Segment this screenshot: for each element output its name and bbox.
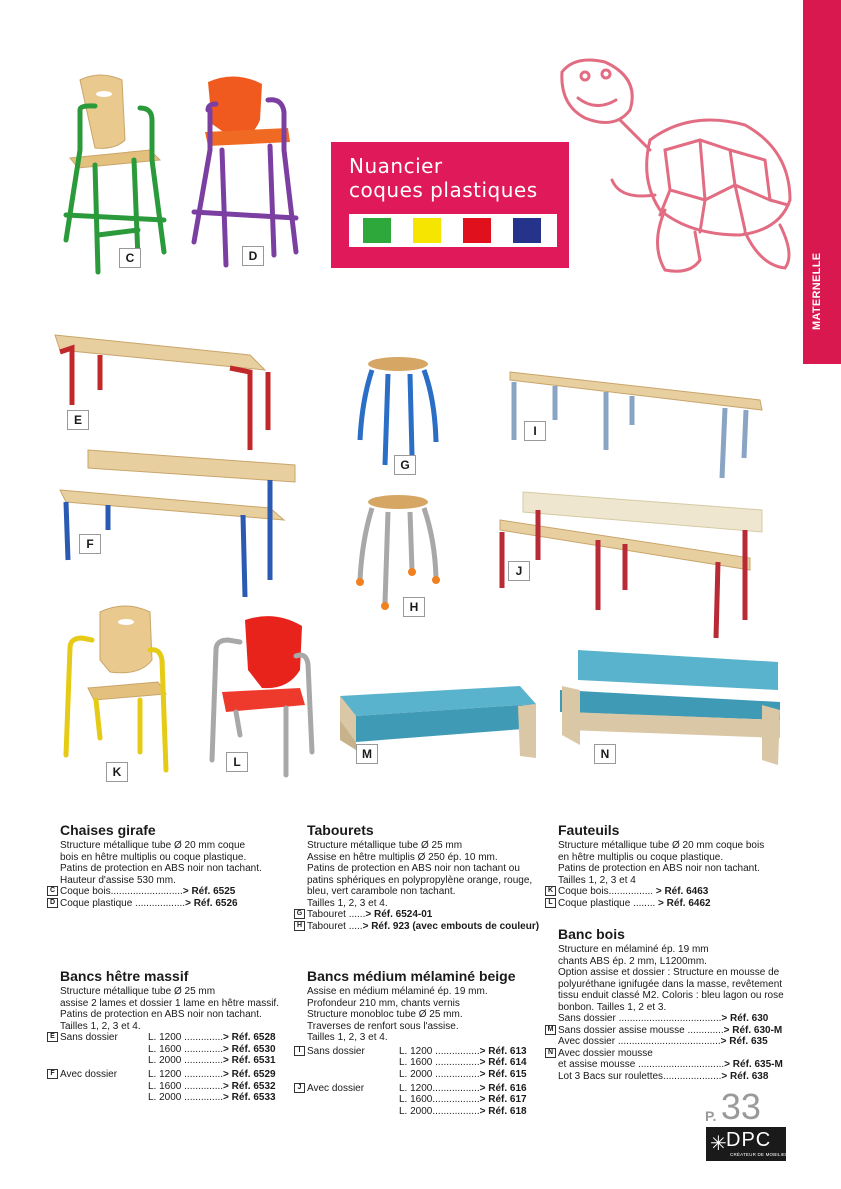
- ref-row: [547, 1047, 798, 1060]
- ref-code: > Réf. 6526: [185, 897, 238, 909]
- label-m: M: [356, 744, 378, 764]
- desc-line: Option assise et dossier : Structure en mousse de: [558, 967, 780, 978]
- ref-text: Avec dossier .....................................: [558, 1036, 721, 1047]
- brand-tagline: CRÉATEUR DE MOBILIER: [730, 1152, 789, 1157]
- label-d: D: [242, 246, 264, 266]
- desc-line: Hauteur d'assise 530 mm.: [60, 874, 176, 886]
- ref-group-label: Sans dossier: [307, 1045, 365, 1057]
- desc-line: Profondeur 210 mm, chants vernis: [307, 997, 460, 1009]
- page-prefix: P.: [705, 1108, 717, 1124]
- ref-text: Coque bois..........................: [60, 886, 183, 897]
- chaises-girafe-title: Chaises girafe: [60, 822, 156, 838]
- label-h: H: [403, 597, 425, 617]
- ref-text: Coque plastique ........: [558, 897, 656, 909]
- ref-text: Sans dossier .....................................: [558, 1013, 722, 1024]
- fauteuils-title: Fauteuils: [558, 822, 620, 838]
- desc-line: bois en hêtre multiplis ou coque plastique.: [60, 851, 247, 863]
- ref-code: > Réf. 635: [720, 1036, 768, 1047]
- desc-line: bleu, vert carambole non tachant.: [307, 886, 456, 897]
- section-tab-label: MATERNELLE: [811, 252, 823, 330]
- ref-code: > Réf. 638: [721, 1070, 769, 1082]
- desc-line: assise 2 lames et dossier 1 lame en hêtre massif.: [60, 997, 279, 1009]
- ref-text: et assise mousse ...............................: [558, 1059, 725, 1070]
- ref-row: [547, 1024, 798, 1037]
- ref-row: [49, 897, 290, 910]
- ref-line: L. 1200 ................> Réf. 613: [399, 1045, 527, 1057]
- ref-code: > Réf. 630-M: [723, 1024, 783, 1036]
- color-chart-title-line1: Nuancier: [349, 154, 443, 178]
- desc-line: bonbon. Tailles 1, 2 et 3.: [558, 1001, 667, 1013]
- label-k: K: [106, 762, 128, 782]
- ref-row: [296, 920, 547, 933]
- swatch-blue: [513, 218, 541, 243]
- label-j: J: [508, 561, 530, 581]
- tabourets-block: [296, 822, 547, 932]
- swatch-green: [363, 218, 391, 243]
- label-i: I: [524, 421, 546, 441]
- ref-group-label: Avec dossier: [307, 1082, 365, 1094]
- ref-line: L. 2000 ..............> Réf. 6533: [148, 1092, 276, 1103]
- chaises-girafe-block: [49, 822, 290, 909]
- banc-bois-title: Banc bois: [558, 926, 625, 942]
- bancs-medium-block: [297, 968, 547, 1118]
- swatch-yellow: [413, 218, 441, 243]
- ref-text: Coque plastique ..................: [60, 897, 186, 909]
- ref-row: [558, 1059, 798, 1071]
- desc-line: Tailles 1, 2, 3 et 4.: [307, 1032, 388, 1043]
- ref-key: L: [545, 898, 556, 908]
- ref-key: K: [545, 886, 556, 896]
- ref-code: > Réf. 923 (avec embouts de couleur): [362, 920, 540, 932]
- desc-line: Patins de protection en ABS noir non tachant.: [60, 863, 262, 874]
- turtle-illustration: [562, 60, 790, 271]
- desc-line: Assise en hêtre multiplis Ø 250 ép. 10 mm.: [307, 851, 498, 863]
- desc-line: Patins de protection en ABS noir non tachant.: [60, 1009, 262, 1020]
- desc-line: Tailles 1, 2, 3 et 4.: [307, 897, 388, 909]
- bench-f-illustration: [60, 450, 295, 597]
- desc-line: Tailles 1, 2, 3 et 4.: [60, 1020, 141, 1032]
- ref-code: > Réf. 635-M: [724, 1059, 783, 1070]
- ref-row: [49, 886, 290, 898]
- ref-code: > Réf. 630: [721, 1013, 769, 1024]
- color-chart-title-line2: coques plastiques: [349, 178, 538, 202]
- ref-key: M: [545, 1025, 556, 1035]
- ref-key: N: [545, 1048, 556, 1058]
- label-f: F: [79, 534, 101, 554]
- desc-line: patins sphériques en polypropylène orange, rouge,: [307, 874, 533, 886]
- ref-key: G: [294, 909, 305, 919]
- ref-group-label: Sans dossier: [60, 1032, 118, 1043]
- ref-text: Tabouret .....: [307, 920, 363, 932]
- ref-row: [548, 897, 798, 910]
- ref-key: H: [294, 921, 305, 931]
- ref-code: > Réf. 6525: [182, 886, 236, 897]
- ref-text: Avec dossier mousse: [558, 1047, 653, 1059]
- ref-key: I: [294, 1046, 305, 1056]
- ref-line: L. 2000 ................> Réf. 615: [399, 1068, 527, 1080]
- bench-e-illustration: [55, 335, 268, 450]
- ref-line: L. 1200 ..............> Réf. 6529: [148, 1069, 276, 1080]
- ref-line: L. 1600 ..............> Réf. 6532: [148, 1080, 276, 1092]
- page-number-value: 33: [720, 1086, 761, 1127]
- ref-key: F: [47, 1069, 58, 1079]
- chair-d-illustration: [194, 76, 296, 265]
- desc-line: Patins de protection en ABS noir non tachant.: [558, 863, 760, 874]
- ref-row: [296, 909, 547, 921]
- ref-row: [558, 1071, 798, 1083]
- label-e: E: [67, 410, 89, 430]
- stool-g-illustration: [360, 357, 436, 465]
- ref-line: L. 1200.................> Réf. 616: [399, 1082, 527, 1094]
- brand-logo: [706, 1127, 789, 1161]
- ref-text: Coque bois................: [558, 886, 654, 897]
- bench-i-illustration: [510, 372, 762, 478]
- ref-group-label: Avec dossier: [60, 1069, 118, 1080]
- desc-line: chants ABS ép. 2 mm, L1200mm.: [558, 955, 707, 967]
- banc-bois-block: [547, 926, 798, 1082]
- section-tab: [803, 0, 841, 364]
- bancs-medium-title: Bancs médium mélaminé beige: [307, 968, 516, 984]
- label-n: N: [594, 744, 616, 764]
- ref-key: C: [47, 886, 58, 896]
- desc-line: Structure en mélaminé ép. 19 mm: [558, 944, 709, 955]
- bench-n-illustration: [560, 650, 780, 765]
- bancs-hetre-block: [50, 968, 300, 1104]
- desc-line: Assise en médium mélaminé ép. 19 mm.: [307, 986, 488, 997]
- ref-line: L. 1600 ................> Réf. 614: [399, 1057, 527, 1068]
- chair-c-illustration: [66, 75, 164, 272]
- fauteuils-block: [547, 822, 798, 909]
- color-chart: [331, 142, 569, 268]
- ref-line: L. 1200 ..............> Réf. 6528: [148, 1032, 276, 1043]
- label-c: C: [119, 248, 141, 268]
- ref-row: [547, 886, 798, 898]
- ref-line: L. 1600 ..............> Réf. 6530: [148, 1043, 276, 1055]
- desc-line: polyuréthane ignifugée dans la masse, revêtement: [558, 978, 783, 990]
- ref-group: [50, 1069, 300, 1104]
- bancs-hetre-title: Bancs hêtre massif: [60, 968, 189, 984]
- tabourets-title: Tabourets: [307, 822, 374, 838]
- ref-text: Lot 3 Bacs sur roulettes.....................: [558, 1070, 722, 1082]
- ref-key: D: [47, 898, 58, 908]
- ref-key: E: [47, 1032, 58, 1042]
- desc-line: Structure métallique tube Ø 20 mm coque: [60, 840, 246, 851]
- label-l: L: [226, 752, 248, 772]
- page-number: [705, 1086, 761, 1127]
- desc-line: Structure métallique tube Ø 20 mm coque bois: [558, 840, 765, 851]
- ref-group: [298, 1045, 547, 1081]
- brand-name: DPC: [726, 1129, 772, 1151]
- ref-line: L. 2000 ..............> Réf. 6531: [148, 1055, 276, 1066]
- ref-line: L. 2000.................> Réf. 618: [399, 1105, 527, 1117]
- label-g: G: [394, 455, 416, 475]
- ref-code: > Réf. 6462: [655, 897, 711, 909]
- stool-h-illustration: [356, 495, 440, 610]
- desc-line: Structure monobloc tube Ø 25 mm.: [307, 1009, 463, 1020]
- desc-line: tissu enduit classé M2. Coloris : bleu lagon ou rose: [558, 990, 784, 1001]
- brand-mark-icon: ✳: [710, 1133, 727, 1155]
- ref-row: [558, 1013, 798, 1025]
- desc-line: en hêtre multiplis ou coque plastique.: [558, 851, 724, 863]
- bench-j-illustration: [500, 492, 762, 638]
- ref-code: > Réf. 6524-01: [365, 909, 433, 920]
- desc-line: Structure métallique tube Ø 25 mm: [307, 840, 463, 851]
- ref-group: [297, 1082, 547, 1118]
- ref-row: [558, 1036, 798, 1048]
- swatch-red: [463, 218, 491, 243]
- desc-line: Tailles 1, 2, 3 et 4: [558, 874, 636, 886]
- armchair-k-illustration: [66, 606, 166, 770]
- ref-text: Sans dossier assise mousse .............: [558, 1024, 724, 1036]
- ref-code: > Réf. 6463: [653, 886, 709, 897]
- color-swatches: [349, 214, 557, 247]
- ref-line: L. 1600.................> Réf. 617: [399, 1094, 527, 1105]
- ref-text: Tabouret ......: [307, 909, 366, 920]
- desc-line: Structure métallique tube Ø 25 mm: [60, 986, 216, 997]
- ref-group: [50, 1032, 300, 1067]
- ref-key: J: [294, 1083, 305, 1093]
- desc-line: Patins de protection en ABS noir non tachant ou: [307, 863, 520, 874]
- desc-line: Traverses de renfort sous l'assise.: [307, 1020, 459, 1032]
